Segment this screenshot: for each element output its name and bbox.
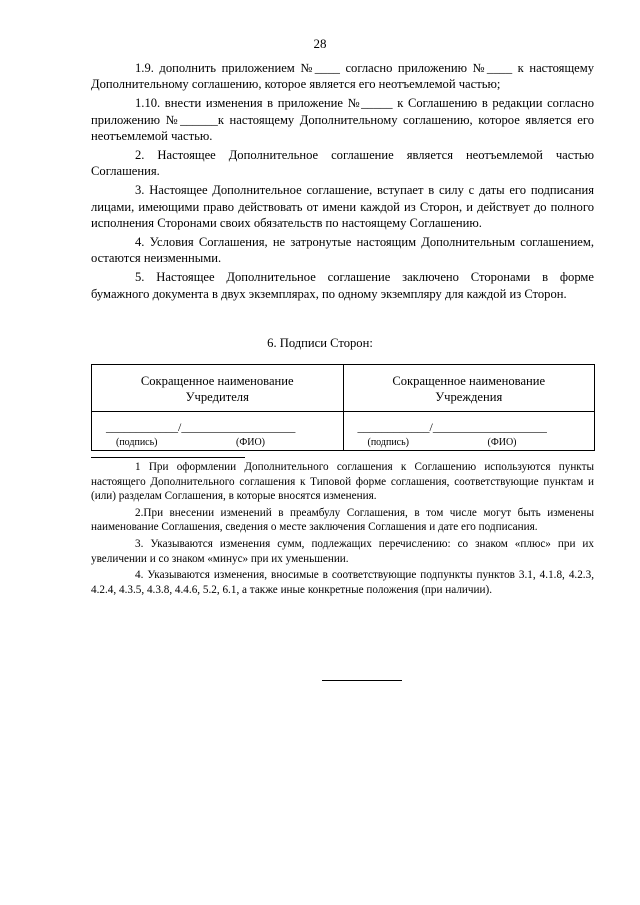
paragraph-2: 2. Настоящее Дополнительное соглашение является неотъемлемой частью Соглашения. bbox=[91, 148, 594, 179]
founder-sign-cell bbox=[92, 412, 344, 451]
founder-header-cell bbox=[92, 365, 344, 412]
paragraph-4: 4. Условия Соглашения, не затронутые настоящим Дополнительным соглашением, остаются неизменными. bbox=[91, 235, 594, 266]
footnote-1: 1 При оформлении Дополнительного соглашения к Соглашению используются пункты настоящего Дополнительного соглашения к Типовой форме соглашения, соответствующие пунктам и (или) разделам Соглашения, в которые вносятся изменения. bbox=[91, 461, 594, 503]
end-divider bbox=[322, 680, 402, 681]
footnote-4: 4. Указываются изменения, вносимые в соответствующие подпункты пунктов 3.1, 4.1.8, 4.2.3, 4.2.4, 4.3.5, 4.3.8, 4.4.6, 5.2, 6.1, а также иные конкретные положения (при наличии). bbox=[91, 569, 594, 596]
signatures-table bbox=[91, 364, 595, 451]
institution-sign-cell bbox=[343, 412, 595, 451]
institution-name-label: (ФИО) bbox=[487, 437, 517, 448]
institution-header-line1: Сокращенное наименование bbox=[392, 374, 546, 388]
footnote-3: 3. Указываются изменения сумм, подлежащих перечислению: со знаком «плюс» при их увеличении и со знаком «минус» при их уменьшении. bbox=[91, 537, 594, 565]
founder-name-label: (ФИО) bbox=[236, 437, 266, 448]
institution-header-cell bbox=[343, 365, 595, 412]
paragraph-1-9: 1.9. дополнить приложением №____ согласно приложению №____ к настоящему Дополнительному соглашению, которое является его неотъемлемой частью; bbox=[91, 61, 594, 92]
footnote-2: 2.При внесении изменений в преамбулу Соглашения, в том числе могут быть изменены наименование Соглашения, сведения о месте заключения Соглашения и дате его подписания. bbox=[91, 506, 594, 534]
founder-signature-label: (подпись) bbox=[116, 437, 158, 448]
footnote-separator bbox=[91, 457, 245, 458]
document-body bbox=[91, 60, 594, 302]
signatures-heading: 6. Подписи Сторон: bbox=[267, 336, 373, 350]
institution-header-line2: Учреждения bbox=[435, 390, 503, 404]
page-number: 28 bbox=[313, 36, 327, 51]
institution-signature-label: (подпись) bbox=[367, 437, 410, 448]
institution-sign-line: ____________/___________________ bbox=[357, 420, 547, 434]
paragraph-1-10: 1.10. внести изменения в приложение №_____ к Соглашению в редакции согласно приложению №______к настоящему Дополнительному соглашению, которое является его неотъемлемой частью. bbox=[91, 96, 594, 143]
founder-header-line1: Сокращенное наименование bbox=[140, 374, 294, 388]
paragraph-3: 3. Настоящее Дополнительное соглашение, вступает в силу с даты его подписания лицами, имеющими право действовать от имени каждой из Сторон, и действует до полного исполнения Сторонами своих обязательств по настоящему Соглашению. bbox=[91, 183, 594, 230]
paragraph-5: 5. Настоящее Дополнительное соглашение заключено Сторонами в форме бумажного документа в двух экземплярах, по одному экземпляру для каждой из Сторон. bbox=[91, 270, 594, 301]
founder-header-line2: Учредителя bbox=[185, 390, 249, 404]
founder-sign-line: ____________/___________________ bbox=[106, 420, 296, 434]
footnotes bbox=[91, 460, 594, 597]
